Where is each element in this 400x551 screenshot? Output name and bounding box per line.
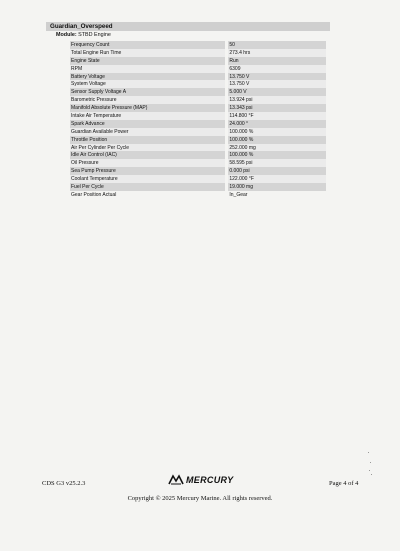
parameter-value: 100.000 %	[228, 151, 326, 159]
parameter-name: Engine State	[70, 57, 225, 65]
parameter-value: 13.750 V	[228, 80, 326, 88]
table-row	[70, 41, 326, 49]
parameter-name: RPM	[70, 65, 225, 73]
parameter-value: 273.4 hrs	[228, 49, 326, 57]
table-row	[70, 49, 326, 57]
parameter-value: 13.750 V	[228, 73, 326, 81]
parameter-name: Guardian Available Power	[70, 128, 225, 136]
module-line	[56, 31, 111, 39]
table-row	[70, 96, 326, 104]
parameter-name: Intake Air Temperature	[70, 112, 225, 120]
parameter-value: 252.000 mg	[228, 144, 326, 152]
parameter-name: Sea Pump Pressure	[70, 167, 225, 175]
parameter-value: 19.000 mg	[228, 183, 326, 191]
table-row	[70, 136, 326, 144]
parameter-value: 24.000 °	[228, 120, 326, 128]
section-title: Guardian_Overspeed	[46, 22, 330, 31]
parameter-name: Idle Air Control (IAC)	[70, 151, 225, 159]
table-row	[70, 88, 326, 96]
parameter-value: In_Gear	[228, 191, 326, 199]
parameter-name: Oil Pressure	[70, 159, 225, 167]
parameter-value: 114.800 °F	[228, 112, 326, 120]
table-row	[70, 144, 326, 152]
table-row	[70, 112, 326, 120]
table-row	[70, 191, 326, 199]
parameter-value: 13.343 psi	[228, 104, 326, 112]
software-version: CDS G3 v25.2.3	[42, 480, 86, 487]
parameter-value: 100.000 %	[228, 128, 326, 136]
parameter-name: Air Per Cylinder Per Cycle	[70, 144, 225, 152]
table-row	[70, 159, 326, 167]
table-row	[70, 65, 326, 73]
table-row	[70, 183, 326, 191]
table-row	[70, 104, 326, 112]
parameter-name: Frequency Count	[70, 41, 225, 49]
parameter-name: Spark Advance	[70, 120, 225, 128]
module-label: Module:	[56, 32, 77, 38]
parameter-value: 0.000 psi	[228, 167, 326, 175]
page-number: Page 4 of 4	[329, 480, 359, 487]
table-row	[70, 73, 326, 81]
parameter-value: 50	[228, 41, 326, 49]
copyright-notice: Copyright © 2025 Mercury Marine. All rights reserved.	[127, 495, 273, 502]
parameter-value: Run	[228, 57, 326, 65]
mercury-logo	[168, 473, 233, 487]
parameter-name: Fuel Per Cycle	[70, 183, 225, 191]
parameter-name: System Voltage	[70, 80, 225, 88]
table-row	[70, 167, 326, 175]
mercury-emblem-icon	[168, 474, 184, 486]
table-row	[70, 175, 326, 183]
parameter-value: 13.924 psi	[228, 96, 326, 104]
parameter-name: Sensor Supply Voltage A	[70, 88, 225, 96]
table-row	[70, 120, 326, 128]
parameter-name: Barometric Pressure	[70, 96, 225, 104]
parameter-name: Coolant Temperature	[70, 175, 225, 183]
parameter-value: 100.000 %	[228, 136, 326, 144]
parameter-name: Total Engine Run Time	[70, 49, 225, 57]
table-row	[70, 57, 326, 65]
parameter-value: 6309	[228, 65, 326, 73]
parameter-table	[70, 41, 326, 199]
parameter-name: Gear Position Actual	[70, 191, 225, 199]
brand-name: MERCURY	[186, 475, 234, 485]
parameter-name: Battery Voltage	[70, 73, 225, 81]
module-value: STBD Engine	[78, 32, 111, 38]
table-row	[70, 80, 326, 88]
table-row	[70, 151, 326, 159]
parameter-value: 122.000 °F	[228, 175, 326, 183]
table-row	[70, 128, 326, 136]
parameter-name: Manifold Absolute Pressure (MAP)	[70, 104, 225, 112]
parameter-value: 58.595 psi	[228, 159, 326, 167]
parameter-name: Throttle Position	[70, 136, 225, 144]
parameter-value: 5.000 V	[228, 88, 326, 96]
